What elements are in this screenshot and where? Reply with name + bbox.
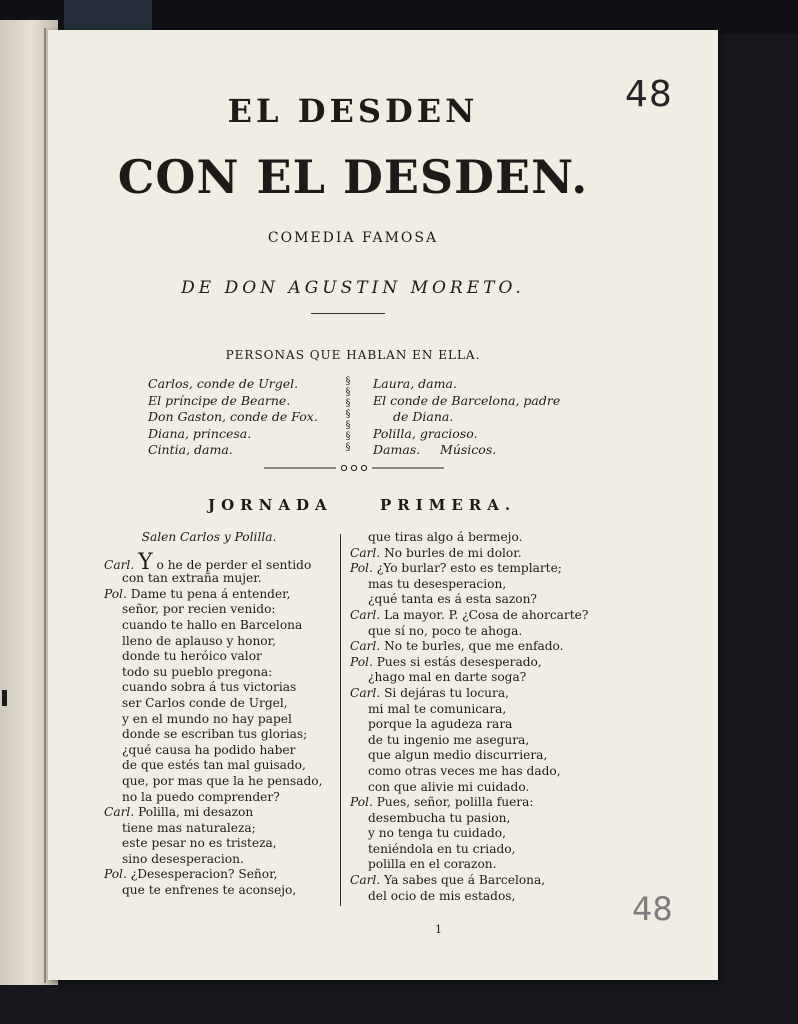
verse-line — [104, 571, 336, 587]
ornament-rule — [264, 464, 444, 472]
verse-line — [350, 826, 590, 842]
speaker-label: Pol. — [104, 867, 127, 882]
verse-line — [350, 717, 590, 733]
verse-line — [350, 811, 590, 827]
verse-line — [350, 764, 590, 780]
verse-text: que te enfrenes te aconsejo, — [122, 883, 297, 898]
verse-text: No burles de mi dolor. — [384, 545, 522, 560]
verse-line — [350, 889, 590, 905]
verse-text: que algun medio discurriera, — [368, 748, 548, 763]
verse-line — [350, 842, 590, 858]
verse-line — [350, 608, 590, 624]
verse-text: lleno de aplauso y honor, — [122, 633, 276, 648]
verse-line — [350, 577, 590, 593]
verse-text: ¿Desesperacion? Señor, — [130, 867, 278, 882]
verse-text: de que estés tan mal guisado, — [122, 758, 306, 773]
verse-line — [104, 549, 336, 575]
verse-text: del ocio de mis estados, — [368, 888, 516, 903]
cast-entry: Carlos, conde de Urgel. — [148, 376, 299, 391]
verse-line — [104, 634, 336, 650]
verse-text: teniéndola en tu criado, — [368, 841, 516, 856]
verse-text: y no tenga tu cuidado, — [368, 826, 506, 841]
verse-line — [350, 686, 590, 702]
verse-text: ¿hago mal en darte soga? — [368, 670, 527, 685]
author-line: DE DON AGUSTIN MORETO. — [181, 278, 525, 298]
page-number: 1 — [435, 923, 442, 936]
cast-entry: Laura, dama. — [373, 376, 457, 391]
verse-line — [350, 733, 590, 749]
verse-text: mas tu desesperacion, — [368, 576, 507, 591]
verse-line — [104, 821, 336, 837]
verse-line — [350, 702, 590, 718]
verse-text: tiene mas naturaleza; — [122, 820, 256, 835]
verse-text: ¿qué tanta es á esta sazon? — [368, 592, 537, 607]
speaker-label: Carl. — [350, 685, 381, 700]
cast-entry: El príncipe de Bearne. — [148, 392, 291, 408]
speaker-label: Pol. — [350, 561, 373, 576]
jornada-heading: JORNADA — [208, 496, 333, 514]
verse-text: sino desesperacion. — [122, 851, 244, 866]
verse-text: donde se escriban tus glorias; — [122, 727, 308, 742]
verse-text: que sí no, poco te ahoga. — [368, 623, 523, 638]
verse-line — [350, 655, 590, 671]
verse-line — [350, 780, 590, 796]
personas-heading: PERSONAS QUE HABLAN EN ELLA. — [225, 348, 481, 362]
cast-entry: Cintia, dama. — [148, 442, 233, 457]
verse-text: porque la agudeza rara — [368, 717, 513, 732]
verse-line — [104, 743, 336, 759]
verse-line — [350, 795, 590, 811]
cast-entry: Damas. Músicos. — [373, 442, 497, 457]
verse-line — [104, 602, 336, 618]
verse-text: todo su pueblo pregona: — [122, 664, 273, 679]
verse-text: No te burles, que me enfado. — [384, 639, 564, 654]
drop-cap: Y — [138, 549, 153, 575]
verse-text: Si dejáras tu locura, — [384, 685, 509, 700]
verse-text: y en el mundo no hay papel — [122, 711, 292, 726]
verse-line — [104, 696, 336, 712]
verse-text: que, por mas que la he pensado, — [122, 773, 323, 788]
verse-text: señor, por recien venido: — [122, 602, 276, 617]
spine-mark — [2, 690, 7, 706]
verse-line — [350, 639, 590, 655]
verse-text: Ya sabes que á Barcelona, — [384, 873, 546, 888]
verse-line — [104, 727, 336, 743]
speaker-label: Pol. — [350, 795, 373, 810]
verse-line — [104, 852, 336, 868]
verse-text: con tan extraña mujer. — [122, 571, 262, 586]
verse-line — [104, 712, 336, 728]
verse-line — [104, 774, 336, 790]
cast-entry: Diana, princesa. — [148, 425, 252, 441]
cast-list-left — [148, 376, 338, 459]
verse-line — [104, 883, 336, 899]
verse-text: o he de perder el sentido — [156, 557, 312, 572]
folio-number-bottom: 48 — [632, 890, 673, 928]
verse-text: como otras veces me has dado, — [368, 763, 561, 778]
verse-text: Dame tu pena á entender, — [130, 586, 291, 601]
speaker-label: Pol. — [104, 586, 127, 601]
stage-direction: Salen Carlos y Polilla. — [141, 530, 277, 544]
verse-text: donde tu heróico valor — [122, 649, 262, 664]
verse-line — [104, 665, 336, 681]
verse-text: Polilla, mi desazon — [138, 805, 254, 820]
verse-text: ¿qué causa ha podido haber — [122, 742, 296, 757]
text-column-left — [104, 530, 336, 899]
verse-text: cuando sobra á tus victorias — [122, 680, 297, 695]
verse-line — [350, 561, 590, 577]
title-line-1: EL DESDEN — [227, 92, 479, 130]
verse-text: ser Carlos conde de Urgel, — [122, 695, 288, 710]
verse-text: La mayor. P. ¿Cosa de ahorcarte? — [384, 607, 589, 622]
jornada-heading-number: PRIMERA. — [380, 496, 517, 514]
verse-line — [104, 649, 336, 665]
verse-line — [350, 624, 590, 640]
verse-text: con que alivie mi cuidado. — [368, 779, 530, 794]
speaker-label: Carl. — [350, 607, 381, 622]
speaker-label: Carl. — [104, 557, 135, 572]
scan-tab — [64, 0, 152, 30]
verse-line — [350, 530, 590, 546]
column-divider — [340, 534, 341, 906]
verse-line — [350, 670, 590, 686]
verse-text: mi mal te comunicara, — [368, 701, 507, 716]
verse-text: polilla en el corazon. — [368, 857, 497, 872]
verse-text: cuando te hallo en Barcelona — [122, 617, 303, 632]
verse-text: Pues si estás desesperado, — [376, 654, 542, 669]
verse-line — [350, 592, 590, 608]
text-column-right — [350, 530, 590, 904]
verse-text: este pesar no es tristeza, — [122, 836, 277, 851]
verse-line — [104, 790, 336, 806]
cast-entry: Polilla, gracioso. — [373, 425, 478, 441]
cast-entry: El conde de Barcelona, padre — [373, 392, 561, 408]
cast-entry: de Diana. — [393, 409, 454, 424]
verse-line — [104, 867, 336, 883]
verse-text: no la puedo comprender? — [122, 789, 280, 804]
subtitle: COMEDIA FAMOSA — [267, 230, 439, 246]
speaker-label: Carl. — [350, 873, 381, 888]
verse-line — [104, 587, 336, 603]
verse-line — [350, 546, 590, 562]
verse-line — [104, 805, 336, 821]
verse-text: de tu ingenio me asegura, — [368, 732, 530, 747]
verse-line — [104, 836, 336, 852]
title-line-2: CON EL DESDEN. — [117, 150, 589, 204]
cast-entry: Don Gaston, conde de Fox. — [148, 409, 318, 424]
verse-text: que tiras algo á bermejo. — [368, 530, 523, 544]
speaker-label: Pol. — [350, 654, 373, 669]
cast-list-right — [373, 376, 583, 459]
spine-fold-line — [44, 28, 46, 983]
title-rule — [311, 313, 385, 314]
verse-line — [104, 758, 336, 774]
folio-number: 48 — [625, 74, 673, 115]
verse-line — [350, 873, 590, 889]
speaker-label: Carl. — [350, 639, 381, 654]
verse-line — [350, 748, 590, 764]
verse-text: ¿Yo burlar? esto es templarte; — [376, 561, 562, 576]
verse-line — [350, 857, 590, 873]
speaker-label: Carl. — [104, 805, 135, 820]
verse-text: Pues, señor, polilla fuera: — [376, 795, 534, 810]
speaker-label: Carl. — [350, 545, 381, 560]
cast-ornamental-divider: § § § § § § § — [345, 376, 351, 453]
document-page — [48, 30, 718, 980]
verse-line — [104, 680, 336, 696]
verse-text: desembucha tu pasion, — [368, 810, 511, 825]
verse-line — [104, 618, 336, 634]
